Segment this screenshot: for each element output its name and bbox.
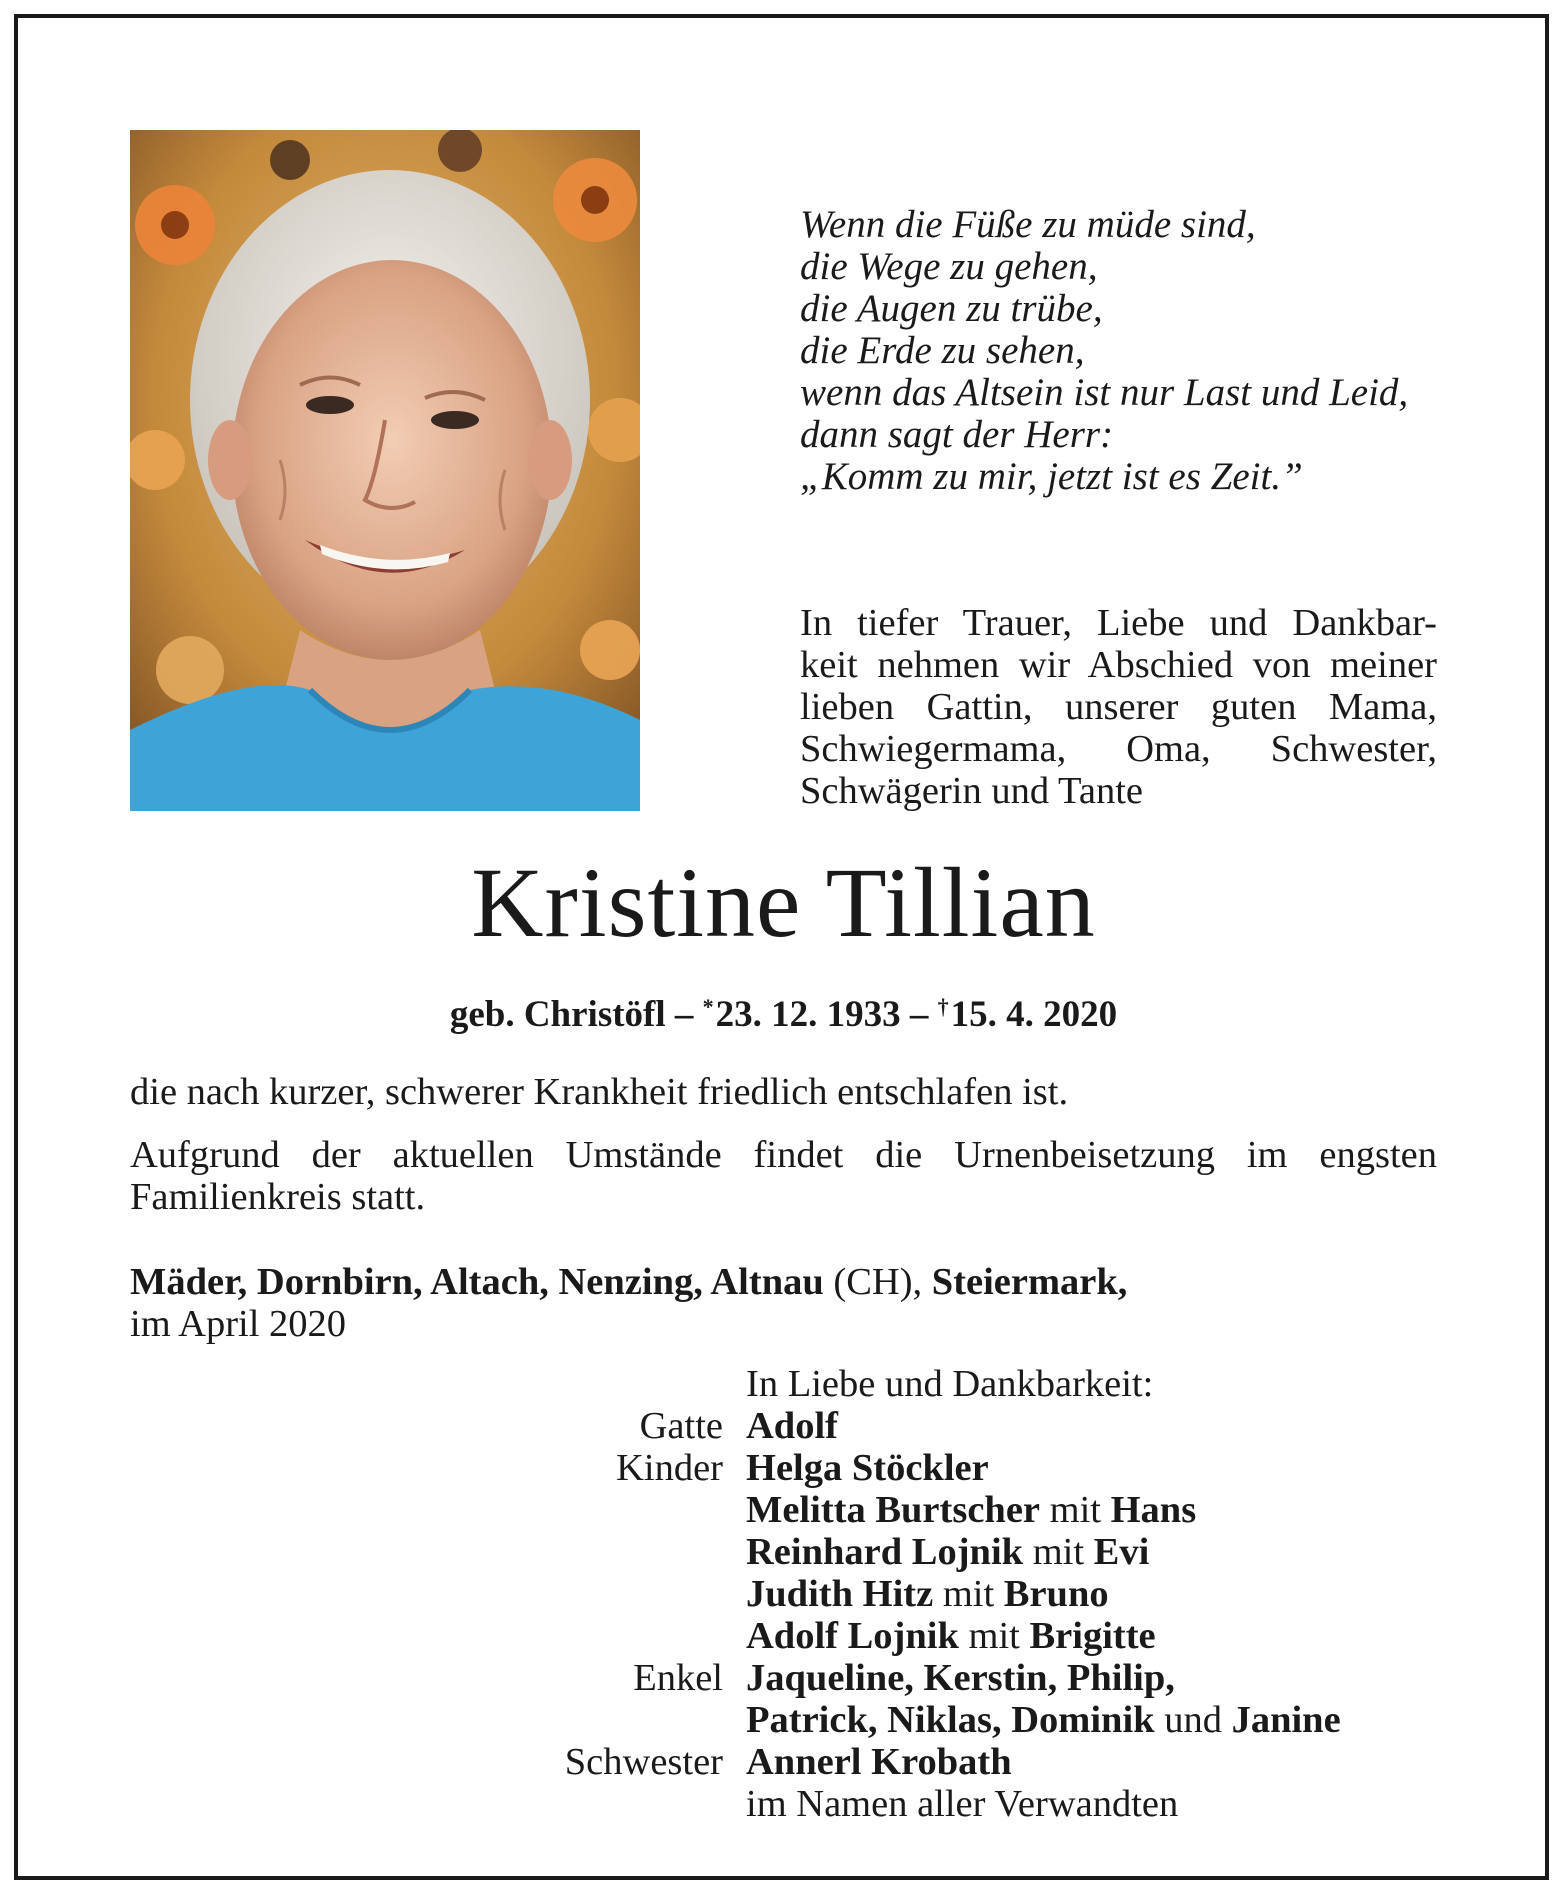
intro-line: lieben Gattin, unserer guten Mama, [800, 686, 1437, 728]
intro-text [800, 602, 1437, 812]
grandchild-name: Janine [1231, 1699, 1341, 1741]
family-name [746, 1615, 1156, 1657]
poem-line: Wenn die Füße zu müde sind, [800, 203, 1256, 246]
role-label: Schwester [564, 1741, 723, 1783]
sister-name: Annerl Krobath [746, 1741, 1012, 1783]
passing-text: die nach kurzer, schwerer Krankheit friedlich entschlafen ist. [130, 1071, 1069, 1113]
poem-line: die Wege zu gehen, [800, 245, 1098, 288]
poem-line: wenn das Altsein ist nur Last und Leid, [800, 371, 1409, 414]
birth-mark: * [702, 994, 714, 1019]
burial-line: Aufgrund der aktuellen Umstände findet die Urnenbeisetzung im engsten [130, 1134, 1437, 1176]
poem-line: die Augen zu trübe, [800, 287, 1103, 330]
deceased-name: Kristine Tillian [471, 847, 1096, 958]
burial-text [130, 1134, 1437, 1218]
family-name [746, 1447, 989, 1489]
places-bold: Mäder, Dornbirn, Altach, Nenzing, Altnau [130, 1261, 824, 1303]
family-name [746, 1405, 838, 1447]
role-label: Enkel [633, 1657, 723, 1699]
child-name: Reinhard Lojnik [746, 1531, 1024, 1573]
life-dates [0, 985, 1567, 1037]
intro-line: In tiefer Trauer, Liebe und Dankbar- [800, 602, 1437, 644]
intro-line: Schwiegermama, Oma, Schwester, [800, 728, 1437, 770]
poem [800, 204, 1440, 498]
death-date: 15. 4. 2020 [950, 994, 1118, 1035]
poem-line: die Erde zu sehen, [800, 329, 1085, 372]
poem-line: „Komm zu mir, jetzt ist es Zeit.” [800, 455, 1303, 498]
poem-line: dann sagt der Herr: [800, 413, 1114, 456]
family-name [746, 1741, 1012, 1783]
separator: – [909, 994, 929, 1035]
places-line [130, 1261, 1437, 1303]
role-label: Kinder [616, 1447, 723, 1489]
family-list [0, 1363, 1567, 1825]
and-word: und [1154, 1699, 1232, 1741]
child-name: Melitta Burtscher [746, 1489, 1040, 1531]
portrait-photo [130, 130, 640, 811]
with-word: mit [933, 1573, 1004, 1615]
gatte-name: Adolf [746, 1405, 838, 1447]
role-label: Gatte [639, 1405, 723, 1447]
family-name [746, 1573, 1109, 1615]
child-name: Helga Stöckler [746, 1447, 989, 1489]
partner-name: Hans [1110, 1489, 1197, 1531]
with-word: mit [1023, 1531, 1094, 1573]
intro-line: Schwägerin und Tante [800, 770, 1144, 812]
child-name: Judith Hitz [746, 1573, 934, 1615]
grandchildren-names: Jaqueline, Kerstin, Philip, [746, 1657, 1175, 1699]
partner-name: Brigitte [1029, 1615, 1156, 1657]
places-country: (CH), [823, 1261, 932, 1303]
burial-line: Familienkreis statt. [130, 1176, 426, 1218]
partner-name: Evi [1093, 1531, 1150, 1573]
with-word: mit [1040, 1489, 1111, 1531]
family-name [746, 1489, 1196, 1531]
separator: – [674, 994, 694, 1035]
places-bold: Steiermark, [931, 1261, 1128, 1303]
family-name [746, 1657, 1175, 1699]
family-name [746, 1699, 1341, 1741]
family-name [746, 1531, 1149, 1573]
places-date: im April 2020 [130, 1303, 347, 1345]
with-word: mit [958, 1615, 1030, 1657]
child-name: Adolf Lojnik [746, 1615, 959, 1657]
family-heading: In Liebe und Dankbarkeit: [746, 1363, 1154, 1405]
maiden-name: geb. Christöfl [449, 994, 666, 1035]
grandchildren-names: Patrick, Niklas, Dominik [746, 1699, 1155, 1741]
death-mark: † [937, 994, 949, 1019]
closing-text: im Namen aller Verwandten [746, 1783, 1179, 1825]
partner-name: Bruno [1003, 1573, 1109, 1615]
birth-date: 23. 12. 1933 [715, 994, 901, 1035]
intro-line: keit nehmen wir Abschied von meiner [800, 644, 1437, 686]
places [130, 1261, 1437, 1345]
